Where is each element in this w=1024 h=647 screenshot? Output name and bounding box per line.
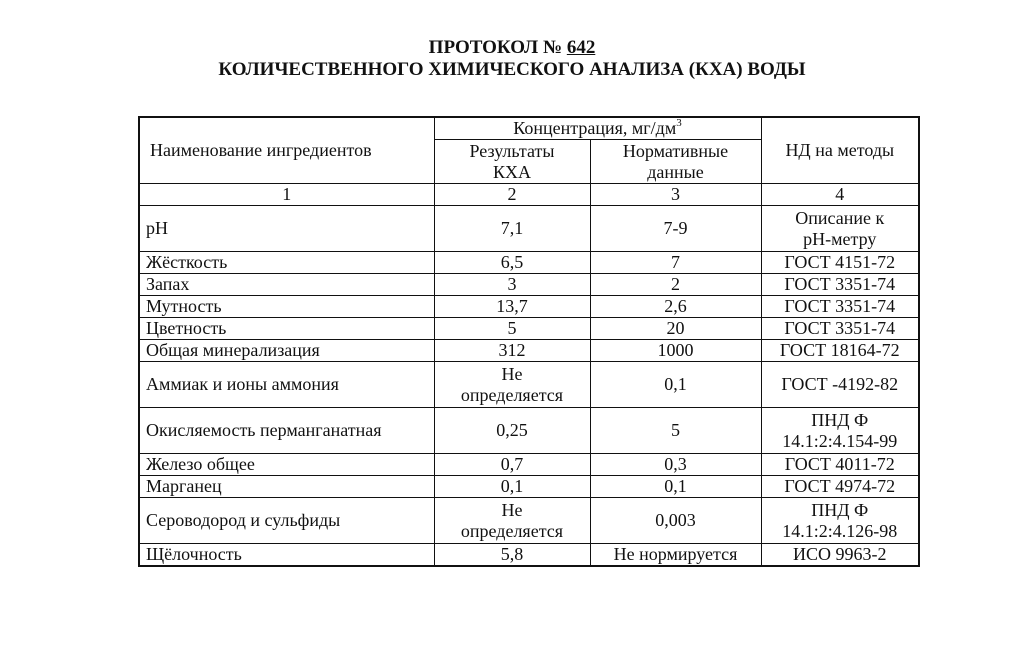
cell-method-line: ПНД Ф [811, 499, 869, 520]
column-index-3: 3 [590, 184, 761, 206]
cell-method-line: ГОСТ 3351-74 [784, 318, 896, 338]
cell-result [434, 476, 590, 498]
cell-method [761, 340, 919, 362]
cell-result-line: 0,25 [496, 420, 528, 440]
protocol-title-prefix: ПРОТОКОЛ № [428, 37, 567, 58]
cell-result [434, 408, 590, 454]
cell-result-line: 312 [498, 340, 526, 360]
cell-result-line: определяется [460, 520, 564, 541]
cell-ingredient: pH [139, 206, 434, 252]
cell-norm-line: 0,1 [664, 476, 687, 496]
cell-norm-line: 20 [666, 318, 685, 338]
cell-method [761, 454, 919, 476]
table-row [139, 274, 919, 296]
cell-result-line: 13,7 [496, 296, 528, 316]
cell-norm-line: 1000 [657, 340, 694, 360]
cell-norm-line: 7 [671, 252, 680, 272]
cell-method [761, 498, 919, 544]
cell-result [434, 340, 590, 362]
cell-norm-line: 0,1 [664, 374, 687, 394]
cell-result-line: 6,5 [500, 252, 524, 272]
cell-method [761, 476, 919, 498]
cell-result [434, 498, 590, 544]
header-norm-line1: Нормативные [622, 140, 729, 161]
header-results-line2: КХА [492, 161, 531, 182]
cell-norm [590, 252, 761, 274]
cell-method [761, 318, 919, 340]
cell-norm [590, 476, 761, 498]
cell-result [434, 544, 590, 567]
column-index-row [139, 184, 919, 206]
cell-result-line: 5,8 [500, 544, 524, 564]
cell-method-line: 14.1:2:4.154-99 [782, 430, 898, 451]
cell-norm-line: 2 [671, 274, 680, 294]
cell-result [434, 252, 590, 274]
cell-result-line: 5 [507, 318, 517, 338]
cell-result-line: 0,1 [500, 476, 524, 496]
cell-method-line: ГОСТ 4974-72 [784, 476, 896, 496]
cell-result [434, 454, 590, 476]
analysis-table [138, 116, 920, 567]
cell-method [761, 274, 919, 296]
column-index-1: 1 [139, 184, 434, 206]
cell-result [434, 362, 590, 408]
cell-result-line: определяется [460, 384, 564, 405]
cell-norm [590, 544, 761, 567]
cell-norm [590, 454, 761, 476]
header-concentration-sup: 3 [676, 117, 682, 129]
cell-method [761, 252, 919, 274]
cell-ingredient: Аммиак и ионы аммония [139, 362, 434, 408]
cell-norm [590, 296, 761, 318]
cell-method-line: ГОСТ -4192-82 [781, 374, 899, 394]
cell-result-line: Не [501, 499, 523, 520]
table-row [139, 544, 919, 567]
cell-method-line: 14.1:2:4.126-98 [782, 520, 898, 541]
header-methods: НД на методы [761, 117, 919, 184]
header-ingredient: Наименование ингредиентов [139, 117, 434, 184]
cell-result [434, 206, 590, 252]
table-row [139, 318, 919, 340]
cell-ingredient: Щёлочность [139, 544, 434, 567]
table-row [139, 296, 919, 318]
header-norm-line2: данные [647, 161, 704, 182]
cell-ingredient: Запах [139, 274, 434, 296]
cell-method [761, 206, 919, 252]
cell-result [434, 318, 590, 340]
column-index-4: 4 [761, 184, 919, 206]
protocol-subtitle: КОЛИЧЕСТВЕННОГО ХИМИЧЕСКОГО АНАЛИЗА (КХА) ВОДЫ [218, 59, 806, 80]
table-row [139, 362, 919, 408]
cell-norm-line: 2,6 [664, 296, 687, 316]
protocol-number: 642 [566, 37, 596, 58]
cell-result [434, 296, 590, 318]
cell-ingredient: Цветность [139, 318, 434, 340]
cell-norm [590, 408, 761, 454]
cell-norm [590, 206, 761, 252]
header-results [434, 140, 590, 184]
cell-method-line: ИСО 9963-2 [793, 544, 887, 564]
cell-method [761, 362, 919, 408]
cell-ingredient: Сероводород и сульфиды [139, 498, 434, 544]
header-concentration-text: Концентрация, мг/дм [513, 118, 677, 138]
cell-ingredient: Марганец [139, 476, 434, 498]
cell-ingredient: Жёсткость [139, 252, 434, 274]
cell-norm-line: Не нормируется [613, 544, 738, 564]
table-row [139, 206, 919, 252]
cell-method-line: pH-метру [803, 228, 877, 249]
cell-norm-line: 0,003 [655, 510, 696, 530]
cell-method-line: Описание к [795, 207, 885, 228]
cell-method-line: ПНД Ф [811, 409, 869, 430]
cell-norm-line: 0,3 [664, 454, 687, 474]
cell-method-line: ГОСТ 4011-72 [784, 454, 895, 474]
table-row [139, 476, 919, 498]
cell-norm [590, 274, 761, 296]
cell-method-line: ГОСТ 4151-72 [784, 252, 896, 272]
cell-result [434, 274, 590, 296]
table-row [139, 408, 919, 454]
cell-ingredient: Железо общее [139, 454, 434, 476]
header-results-line1: Результаты [469, 140, 555, 161]
table-row [139, 340, 919, 362]
cell-norm [590, 340, 761, 362]
cell-norm [590, 362, 761, 408]
protocol-title [0, 36, 1024, 60]
cell-result-line: 3 [507, 274, 517, 294]
cell-result-line: Не [501, 363, 523, 384]
header-norm [590, 140, 761, 184]
cell-method-line: ГОСТ 3351-74 [784, 274, 896, 294]
cell-norm-line: 5 [671, 420, 680, 440]
cell-method-line: ГОСТ 18164-72 [779, 340, 900, 360]
cell-norm [590, 498, 761, 544]
table-row [139, 498, 919, 544]
cell-result-line: 0,7 [500, 454, 524, 474]
cell-ingredient: Мутность [139, 296, 434, 318]
cell-norm [590, 318, 761, 340]
cell-method [761, 408, 919, 454]
cell-ingredient: Окисляемость перманганатная [139, 408, 434, 454]
cell-method [761, 544, 919, 567]
cell-result-line: 7,1 [500, 218, 524, 238]
table-row [139, 252, 919, 274]
cell-method-line: ГОСТ 3351-74 [784, 296, 896, 316]
cell-ingredient: Общая минерализация [139, 340, 434, 362]
cell-method [761, 296, 919, 318]
table-row [139, 454, 919, 476]
column-index-2: 2 [434, 184, 590, 206]
header-concentration [434, 117, 761, 140]
cell-norm-line: 7-9 [663, 218, 688, 238]
